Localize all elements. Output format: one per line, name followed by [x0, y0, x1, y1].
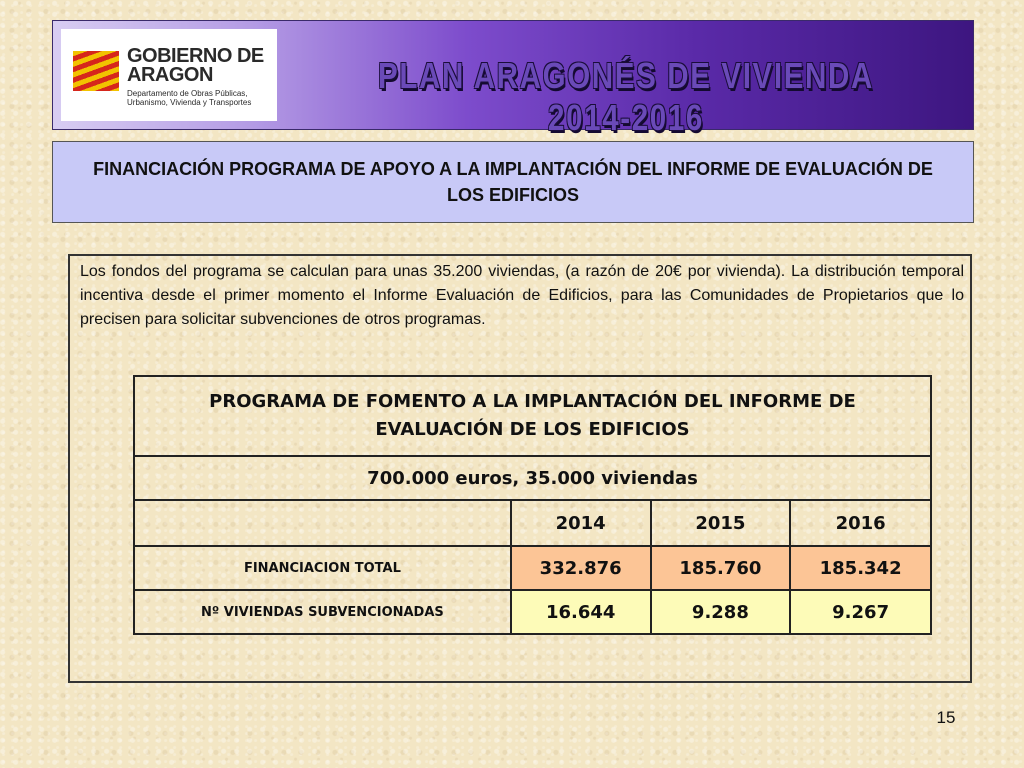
- year-2014: 2014: [511, 500, 651, 546]
- table-title: PROGRAMA DE FOMENTO A LA IMPLANTACIÓN DEL INFORME DE EVALUACIÓN DE LOS EDIFICIOS: [134, 376, 931, 456]
- page-number: 15: [936, 708, 956, 727]
- financiacion-2014: 332.876: [511, 546, 651, 590]
- viviendas-2015: 9.288: [651, 590, 791, 634]
- table-row: [134, 546, 931, 590]
- viviendas-2016: 9.267: [790, 590, 931, 634]
- section-subtitle-box: [52, 141, 974, 223]
- header-banner: [52, 20, 974, 138]
- financiacion-2016: 185.342: [790, 546, 931, 590]
- plan-title: PLAN ARAGONÉS DE VIVIENDA 2014-2016: [378, 55, 874, 138]
- financiacion-2015: 185.760: [651, 546, 791, 590]
- row-label-viviendas: Nº VIVIENDAS SUBVENCIONADAS: [134, 590, 511, 634]
- header-empty-cell: [134, 500, 511, 546]
- year-2016: 2016: [790, 500, 931, 546]
- year-2015: 2015: [651, 500, 791, 546]
- gobierno-aragon-logo: [61, 29, 277, 121]
- section-subtitle: FINANCIACIÓN PROGRAMA DE APOYO A LA IMPLANTACIÓN DEL INFORME DE EVALUACIÓN DE LOS EDIFICIOS: [93, 159, 933, 205]
- table-total-row: [134, 456, 931, 500]
- logo-subtitle: Departamento de Obras Públicas, Urbanismo, Vivienda y Transportes: [127, 89, 252, 107]
- table-row: [134, 590, 931, 634]
- table-title-row: [134, 376, 931, 456]
- row-label-financiacion: FINANCIACION TOTAL: [134, 546, 511, 590]
- table-header-row: [134, 500, 931, 546]
- intro-paragraph: Los fondos del programa se calculan para unas 35.200 viviendas, (a razón de 20€ por vivienda). La distribución temporal incentiva desde el primer momento el Informe Evaluación de Edificios, para las Comunidades de Propietarios que lo precisen para solicitar subvenciones de otros programas.: [80, 263, 964, 328]
- table-total: 700.000 euros, 35.000 viviendas: [134, 456, 931, 500]
- logo-title: GOBIERNO DE ARAGON: [127, 45, 264, 86]
- program-table: [133, 375, 932, 635]
- viviendas-2014: 16.644: [511, 590, 651, 634]
- aragon-flag-icon: [73, 51, 119, 91]
